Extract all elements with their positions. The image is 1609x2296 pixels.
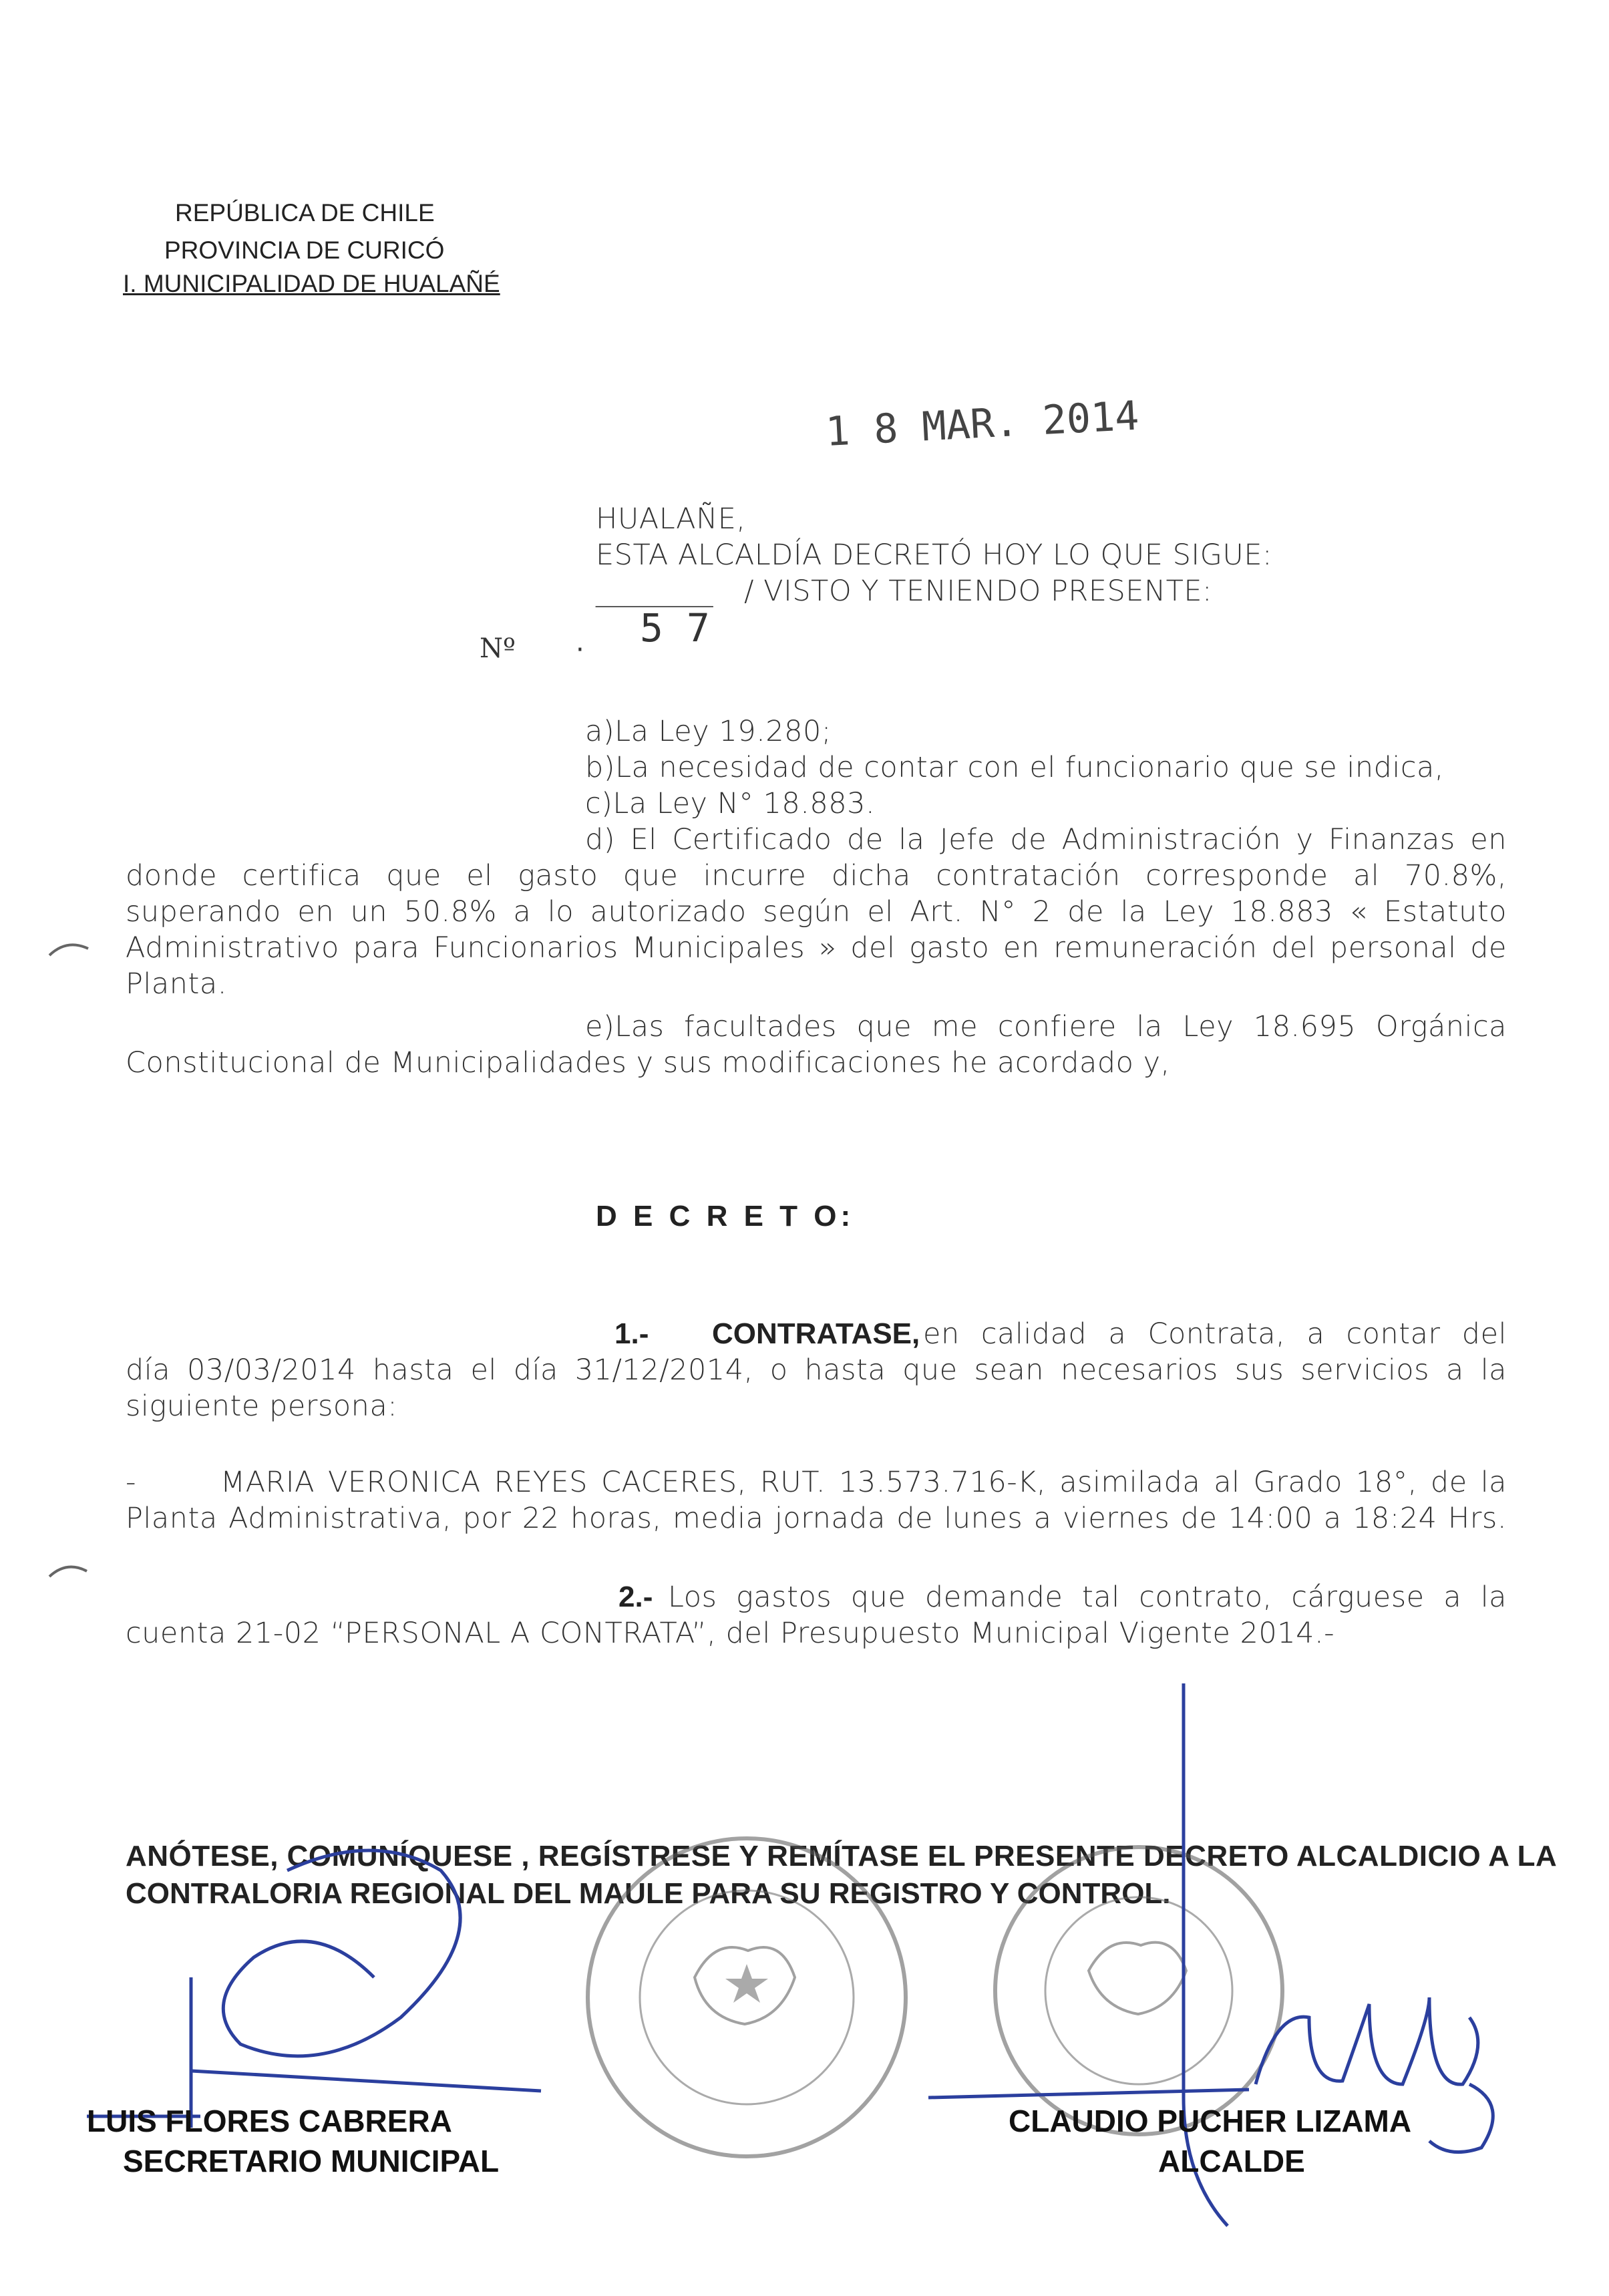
- closing-line: ANÓTESE, COMUNÍQUESE , REGÍSTRESE Y REMÍTASE EL PRESENTE DECRETO ALCALDICIO A LA: [126, 1840, 1558, 1872]
- municipality-line: I. MUNICIPALIDAD DE HUALAÑÉ: [123, 270, 500, 297]
- person-dash: -: [126, 1466, 137, 1499]
- number-dot: ·: [576, 635, 584, 665]
- article-1-keyword: CONTRATASE,: [712, 1317, 920, 1350]
- article-1-line: en calidad a Contrata, a contar del: [923, 1317, 1507, 1351]
- consideration-d-line: Administrativo para Funcionarios Municipales » del gasto en remuneración del personal de: [126, 931, 1507, 965]
- person-line: MARIA VERONICA REYES CACERES, RUT. 13.573.716-K, asimilada al Grado 18°, de la: [220, 1466, 1507, 1499]
- person-line: Planta Administrativa, por 22 horas, media jornada de lunes a viernes de 14:00 a 18:24 Hrs.: [126, 1502, 1507, 1535]
- number-label: Nº: [480, 633, 516, 664]
- decree-blank: ________: [596, 575, 713, 608]
- article-2-number: 2.-: [618, 1581, 653, 1613]
- mayor-title: ALCALDE: [1158, 2144, 1305, 2178]
- consideration-d-line: d) El Certificado de la Jefe de Administración y Finanzas en: [585, 823, 1507, 856]
- secretary-title: SECRETARIO MUNICIPAL: [123, 2144, 500, 2178]
- consideration-a: a)La Ley 19.280;: [585, 715, 832, 748]
- consideration-d-line: Planta.: [126, 967, 227, 1001]
- decree-intro-line: ESTA ALCALDÍA DECRETÓ HOY LO QUE SIGUE:: [596, 538, 1273, 572]
- province-line: PROVINCIA DE CURICÓ: [164, 236, 445, 264]
- punch-mark: [49, 1567, 87, 1577]
- mayor-name: CLAUDIO PUCHER LIZAMA: [1009, 2104, 1412, 2138]
- decree-number: 5 7: [640, 605, 710, 651]
- consideration-e-line: Constitucional de Municipalidades y sus modificaciones he acordado y,: [126, 1046, 1170, 1080]
- secretary-name: LUIS FLORES CABRERA: [87, 2104, 452, 2138]
- republic-line: REPÚBLICA DE CHILE: [175, 199, 435, 226]
- article-2-line: cuenta 21-02 “PERSONAL A CONTRATA”, del Presupuesto Municipal Vigente 2014.-: [126, 1617, 1335, 1650]
- closing-line: CONTRALORIA REGIONAL DEL MAULE PARA SU REGISTRO Y CONTROL.: [126, 1877, 1171, 1910]
- decreto-heading: D E C R E T O:: [596, 1200, 855, 1233]
- article-1-number: 1.-: [614, 1317, 649, 1350]
- consideration-c: c)La Ley N° 18.883.: [585, 787, 876, 820]
- visto-line: / VISTO Y TENIENDO PRESENTE:: [744, 575, 1213, 608]
- article-1-line: siguiente persona:: [126, 1389, 398, 1423]
- article-1-line: día 03/03/2014 hasta el día 31/12/2014, o hasta que sean necesarios sus servicios a la: [126, 1353, 1507, 1387]
- consideration-b: b)La necesidad de contar con el funcionario que se indica,: [585, 751, 1444, 784]
- consideration-d-line: donde certifica que el gasto que incurre dicha contratación corresponde al 70.8%,: [126, 859, 1507, 892]
- article-2-line: Los gastos que demande tal contrato, cárguese a la: [668, 1581, 1507, 1614]
- consideration-e-line: e)Las facultades que me confiere la Ley 18.695 Orgánica: [585, 1010, 1507, 1043]
- date-stamp: 1 8 MAR. 2014: [824, 392, 1140, 456]
- punch-mark: [49, 945, 88, 955]
- consideration-d-line: superando en un 50.8% a lo autorizado según el Art. N° 2 de la Ley 18.883 « Estatuto: [126, 895, 1507, 929]
- place-line: HUALAÑE,: [596, 502, 746, 536]
